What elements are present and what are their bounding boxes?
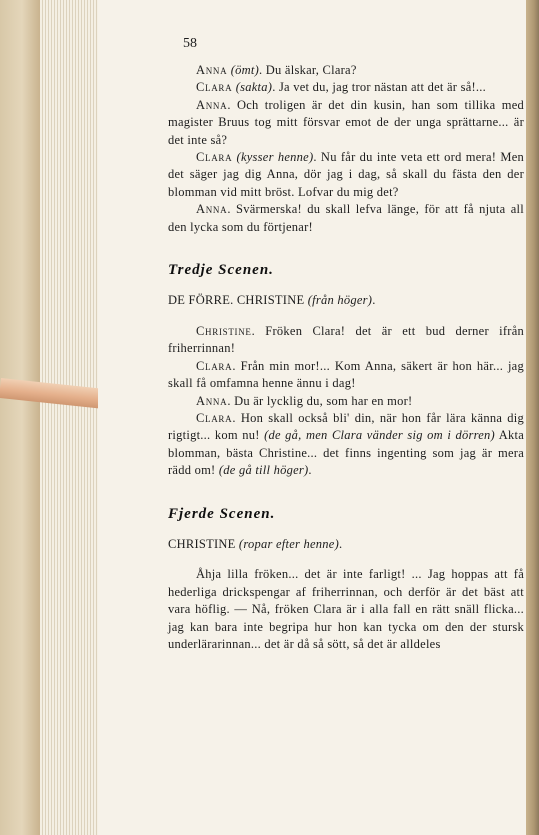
page-number: 58 bbox=[183, 36, 197, 51]
dialogue-line bbox=[168, 62, 524, 79]
dialogue-line bbox=[168, 393, 524, 410]
speaker-name: Anna bbox=[196, 393, 228, 408]
line-text: . bbox=[308, 463, 312, 478]
stage-direction: (kysser henne) bbox=[236, 150, 314, 165]
speaker-name: Christine bbox=[196, 323, 252, 338]
scene-characters: DE FÖRRE. CHRISTINE (från höger). bbox=[168, 293, 376, 308]
dialogue-line bbox=[168, 97, 524, 149]
line-text: . Svärmerska! du skall lefva länge, för att få njuta all den lycka som du förtjenar! bbox=[168, 202, 524, 234]
scene-title-tredje: Tredje Scenen. bbox=[168, 262, 274, 279]
scene-title-fjerde: Fjerde Scenen. bbox=[168, 505, 276, 522]
line-text: . Du är lycklig du, som har en mor! bbox=[227, 393, 413, 408]
line-text: . Ja vet du, jag tror nästan att det är så!... bbox=[272, 80, 487, 95]
speaker-name: Clara bbox=[196, 358, 233, 373]
line-text: . Och troligen är det din kusin, han som tillika med magister Bruus tog mitt försvar emot de der unga sprättarne... är det inte så? bbox=[168, 97, 524, 147]
book-spine-right bbox=[526, 0, 539, 835]
stage-direction: (de gå, men Clara vänder sig om i dörren) bbox=[264, 428, 495, 443]
dialogue-line bbox=[168, 201, 524, 236]
monologue-paragraph: Åhja lilla fröken... det är inte farligt! ... Jag hoppas att få hederliga drickspengar af friherrinnan, och derför är det bäst att vara höflig. — Nå, fröken Clara är i alla fall en rätt snäll flicka... jag kan bara inte begripa hur hon kan tycka om den der stursk underlärarinnan... det är då så sött, så det är alldeles bbox=[168, 567, 524, 651]
dialogue-line bbox=[168, 149, 524, 201]
speaker-name: Clara bbox=[196, 410, 233, 425]
dialogue-line bbox=[168, 358, 524, 393]
page-edges bbox=[40, 0, 98, 835]
stage-direction: (från höger) bbox=[307, 293, 373, 308]
page-text bbox=[168, 62, 524, 653]
speaker-name: Clara bbox=[196, 150, 233, 165]
line-text: Akta blomman, bästa Christine... det finns ingenting som jag är mera rädd om! bbox=[168, 428, 524, 478]
stage-direction: (sakta) bbox=[235, 80, 273, 95]
speaker-name: Anna bbox=[196, 63, 228, 77]
characters-text: CHRISTINE bbox=[168, 536, 236, 551]
line-text: . Nu får du inte veta ett ord mera! Men det säger jag dig Anna, dör jag i dag, så skall du fästa den der blomman vid mitt bröst. Lofvar du mig det? bbox=[168, 150, 524, 199]
dialogue-block bbox=[168, 62, 524, 236]
line-text: . Du älskar, Clara? bbox=[259, 63, 357, 77]
dialogue-line bbox=[168, 323, 524, 358]
line-text: . Hon skall också bli' din, när hon får lära känna dig rigtigt... kom nu! bbox=[168, 410, 524, 443]
book-page bbox=[98, 0, 526, 835]
line-text: . Fröken Clara! det är ett bud derner ifrån friherrinnan! bbox=[168, 323, 524, 356]
characters-text: DE FÖRRE. CHRISTINE bbox=[168, 293, 305, 308]
speaker-name: Anna bbox=[196, 202, 228, 217]
stage-direction: (ropar efter henne) bbox=[238, 536, 339, 551]
line-text: . Från min mor!... Kom Anna, säkert är hon här... jag skall få omfamna henne ännu i dag! bbox=[168, 358, 524, 391]
dialogue-line bbox=[168, 79, 524, 96]
scene3-dialogue bbox=[168, 323, 524, 480]
speaker-name: Clara bbox=[196, 80, 233, 95]
stage-direction: (ömt) bbox=[230, 63, 260, 77]
stage-direction: (de gå till höger) bbox=[218, 463, 309, 478]
scene-characters: CHRISTINE (ropar efter henne). bbox=[168, 536, 343, 551]
speaker-name: Anna bbox=[196, 97, 228, 112]
book-cover-edge bbox=[0, 0, 40, 835]
dialogue-line bbox=[168, 410, 524, 480]
